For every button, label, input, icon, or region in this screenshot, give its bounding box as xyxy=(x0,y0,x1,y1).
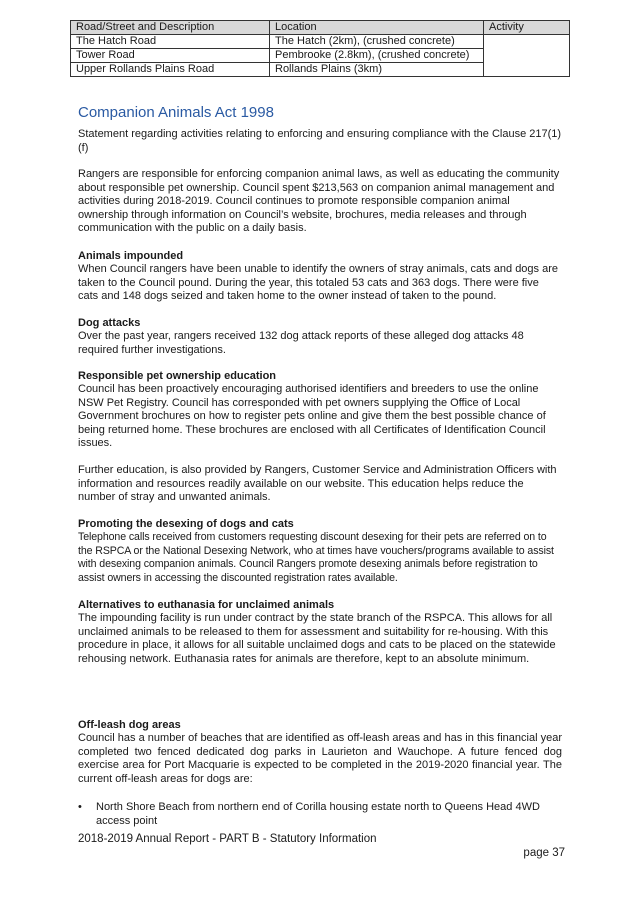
section-heading: Companion Animals Act 1998 xyxy=(78,104,274,121)
education-paragraph: Council has been proactively encouraging authorised identifiers and breeders to use the online NSW Pet Registry. Council has corresponded with pet owners supplying the Office of Local Government brochures on how to register pets online and give them the best possible chance of being returned home. These brochures are enclosed with all Certificates of Identification Council issues. xyxy=(78,383,546,450)
table-cell-location: Rollands Plains (3km) xyxy=(270,63,484,77)
impounded-paragraph: When Council rangers have been unable to identify the owners of stray animals, cats and dogs are taken to the Council pound. During the year, this totaled 53 cats and 363 dogs. There were five cats and 148 dogs seized and taken home to the owner instead of taken to the pound. xyxy=(78,263,558,303)
offleash-heading: Off-leash dog areas xyxy=(78,719,181,731)
table-cell-road: Tower Road xyxy=(71,49,270,63)
desexing-heading: Promoting the desexing of dogs and cats xyxy=(78,518,294,530)
footer-text: 2018-2019 Annual Report - PART B - Statutory Information xyxy=(78,833,377,845)
dog-attacks-paragraph: Over the past year, rangers received 132 dog attack reports of these alleged dog attacks 48 required further investigations. xyxy=(78,330,524,356)
table-cell-location: Pembrooke (2.8km), (crushed concrete) xyxy=(270,49,484,63)
impounded-heading: Animals impounded xyxy=(78,250,184,262)
dog-attacks-heading: Dog attacks xyxy=(78,317,141,329)
table-cell-location: The Hatch (2km), (crushed concrete) xyxy=(270,35,484,49)
desexing-paragraph: Telephone calls received from customers requesting discount desexing for their pets are referred on to the RSPCA or the National Desexing Network, who at times have vouchers/programs available to assist with desexing companion animals. Council Rangers promote desexing animals before registration to assist owners in accessing the discounted registration rates available. xyxy=(78,531,554,584)
list-item-text: North Shore Beach from northern end of Corilla housing estate north to Queens Head 4WD access point xyxy=(96,801,540,827)
table-cell-road: The Hatch Road xyxy=(71,35,270,49)
table-header-row xyxy=(71,21,570,35)
education-paragraph-2: Further education, is also provided by Rangers, Customer Service and Administration Officers with information and resources readily available on our website. This education helps reduce the number of stray and unwanted animals. xyxy=(78,464,557,504)
bullet-icon: • xyxy=(78,801,82,813)
education-heading: Responsible pet ownership education xyxy=(78,370,277,382)
table-row xyxy=(71,35,570,49)
table-cell-activity xyxy=(484,35,570,77)
euthanasia-paragraph: The impounding facility is run under contract by the state branch of the RSPCA. This allows for all unclaimed animals to be released to them for assessment and suitability for re-housing. With this procedure in place, it allows for all suitable unclaimed dogs and cats to be placed on the statewide rehousing network. Euthanasia rates for animals are therefore, kept to an absolute minimum. xyxy=(78,612,556,665)
page-number: page 37 xyxy=(523,847,565,859)
roads-table xyxy=(70,20,570,77)
table-header-road: Road/Street and Description xyxy=(71,21,270,35)
table-header-location: Location xyxy=(270,21,484,35)
table-header-activity: Activity xyxy=(484,21,570,35)
intro-paragraph: Statement regarding activities relating to enforcing and ensuring compliance with the Clause 217(1)(f) xyxy=(78,128,562,154)
rangers-paragraph: Rangers are responsible for enforcing companion animal laws, as well as educating the community about responsible pet ownership. Council spent $213,563 on companion animal management and activities during 2018-2019. Council continues to promote responsible companion animal ownership through information on Council’s website, brochures, media releases and through communication with the public on a daily basis. xyxy=(78,168,560,235)
euthanasia-heading: Alternatives to euthanasia for unclaimed animals xyxy=(78,599,335,611)
offleash-paragraph: Council has a number of beaches that are identified as off-leash areas and has in this financial year completed two fenced dedicated dog parks in Laurieton and Wauchope. A future fenced dog exercise area for Port Macquarie is expected to be completed in the 2019-2020 financial year. The current off-leash areas for dogs are: xyxy=(78,732,562,785)
table-cell-road: Upper Rollands Plains Road xyxy=(71,63,270,77)
